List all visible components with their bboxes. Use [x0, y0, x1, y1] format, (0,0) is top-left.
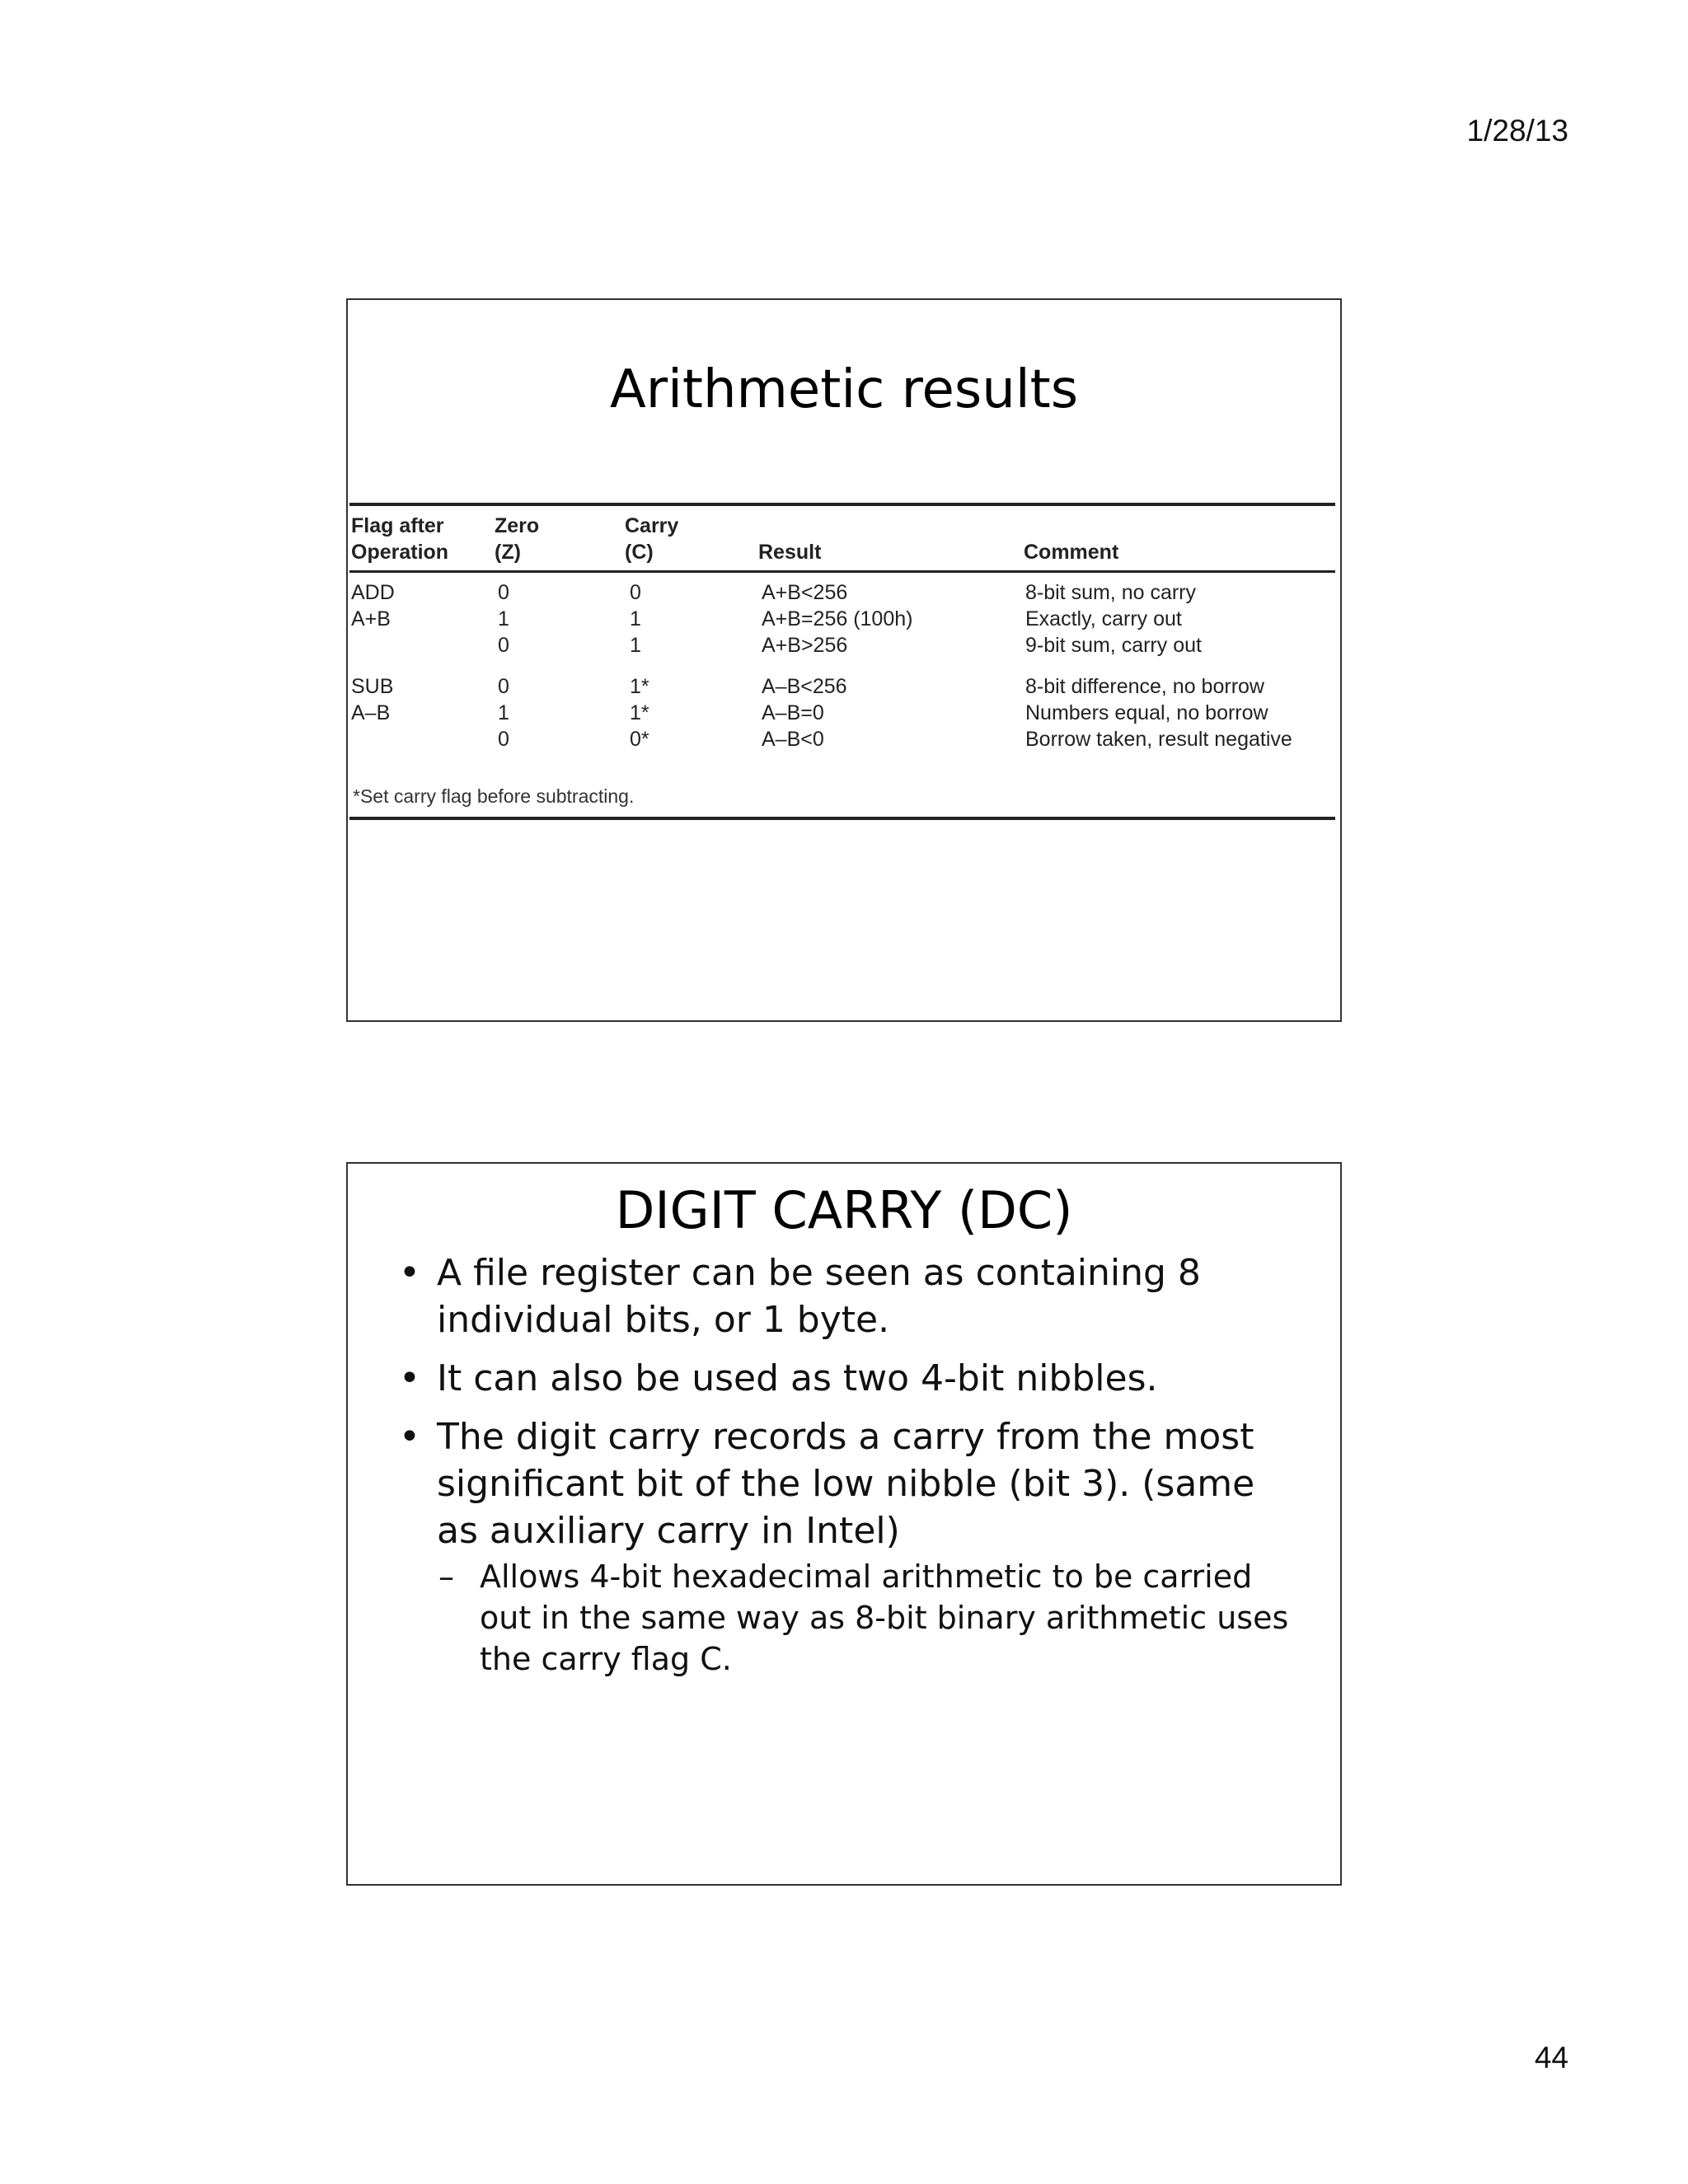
table-footnote: *Set carry flag before subtracting.: [353, 785, 635, 807]
bullet-text: A file register can be seen as containing 8 individual bits, or 1 byte.: [437, 1252, 1201, 1341]
header-zero-line2: (Z): [495, 541, 521, 564]
cell-zero: 0: [498, 675, 509, 698]
sub-bullet-text: Allows 4-bit hexadecimal arithmetic to be carried out in the same way as 8-bit binary arithmetic uses the carry flag C.: [480, 1558, 1289, 1677]
cell-carry: 1: [630, 607, 641, 630]
cell-zero: 1: [498, 607, 509, 630]
table-body: [349, 573, 1335, 817]
cell-zero: 1: [498, 701, 509, 724]
cell-zero: 0: [498, 581, 509, 604]
cell-comment: Exactly, carry out: [1025, 607, 1182, 630]
header-comment: Comment: [1024, 541, 1119, 564]
cell-result: A–B=0: [762, 701, 824, 724]
table-row: [349, 726, 1335, 752]
cell-result: A–B<256: [762, 675, 847, 698]
cell-comment: 9-bit sum, carry out: [1025, 634, 1202, 657]
flag-results-table: [349, 503, 1335, 820]
slide-digit-carry: [346, 1162, 1342, 1886]
bullet-item: [399, 1413, 1289, 1554]
bullet-marker: •: [399, 1416, 420, 1458]
cell-result: A+B<256: [762, 581, 848, 604]
table-header: [349, 506, 1335, 570]
cell-comment: 8-bit sum, no carry: [1025, 581, 1197, 604]
cell-operation: A–B: [351, 701, 391, 724]
cell-carry: 1*: [630, 675, 649, 698]
bullet-text: The digit carry records a carry from the most significant bit of the low nibble (bit 3). (same as auxiliary carry in Intel): [437, 1416, 1255, 1552]
header-flag: [351, 513, 448, 565]
cell-comment: 8-bit difference, no borrow: [1025, 675, 1264, 698]
table-row: [349, 673, 1335, 700]
cell-operation: ADD: [351, 581, 395, 604]
cell-comment: Numbers equal, no borrow: [1025, 701, 1268, 724]
page-date: 1/28/13: [1466, 114, 1568, 148]
cell-result: A–B<0: [762, 728, 824, 751]
header-zero-line1: Zero: [495, 514, 540, 537]
bullet-marker: •: [399, 1357, 420, 1399]
cell-carry: 0: [630, 581, 641, 604]
sub-bullet-item: [399, 1556, 1289, 1680]
bullet-item: [399, 1249, 1289, 1343]
slide-title: DIGIT CARRY (DC): [615, 1180, 1073, 1240]
cell-zero: 0: [498, 728, 509, 751]
cell-carry: 1: [630, 634, 641, 657]
cell-carry: 1*: [630, 701, 649, 724]
table-row: [349, 632, 1335, 658]
header-flag-line2: Operation: [351, 541, 449, 564]
cell-result: A+B>256: [762, 634, 848, 657]
table-row: [349, 700, 1335, 726]
cell-operation: A+B: [351, 607, 391, 630]
sub-bullet-marker: –: [438, 1558, 454, 1595]
cell-carry: 0*: [630, 728, 649, 751]
cell-comment: Borrow taken, result negative: [1025, 728, 1292, 751]
header-carry: [625, 513, 678, 565]
page-number: 44: [1534, 2041, 1568, 2074]
cell-operation: SUB: [351, 675, 394, 698]
slide-title: Arithmetic results: [609, 359, 1079, 420]
header-carry-line1: Carry: [625, 514, 679, 537]
header-carry-line2: (C): [625, 541, 654, 564]
bullet-item: [399, 1355, 1289, 1402]
bullet-marker: •: [399, 1252, 420, 1294]
bullet-text: It can also be used as two 4-bit nibbles.: [437, 1357, 1158, 1399]
header-result: Result: [758, 541, 822, 564]
header-flag-line1: Flag after: [351, 514, 444, 537]
table-bottom-rule: [349, 817, 1335, 820]
cell-result: A+B=256 (100h): [762, 607, 913, 630]
slide-arithmetic-results: [346, 298, 1342, 1022]
bullet-list: [399, 1249, 1289, 1680]
table-row: [349, 606, 1335, 632]
cell-zero: 0: [498, 634, 509, 657]
header-zero: [495, 513, 539, 565]
table-row: [349, 579, 1335, 606]
